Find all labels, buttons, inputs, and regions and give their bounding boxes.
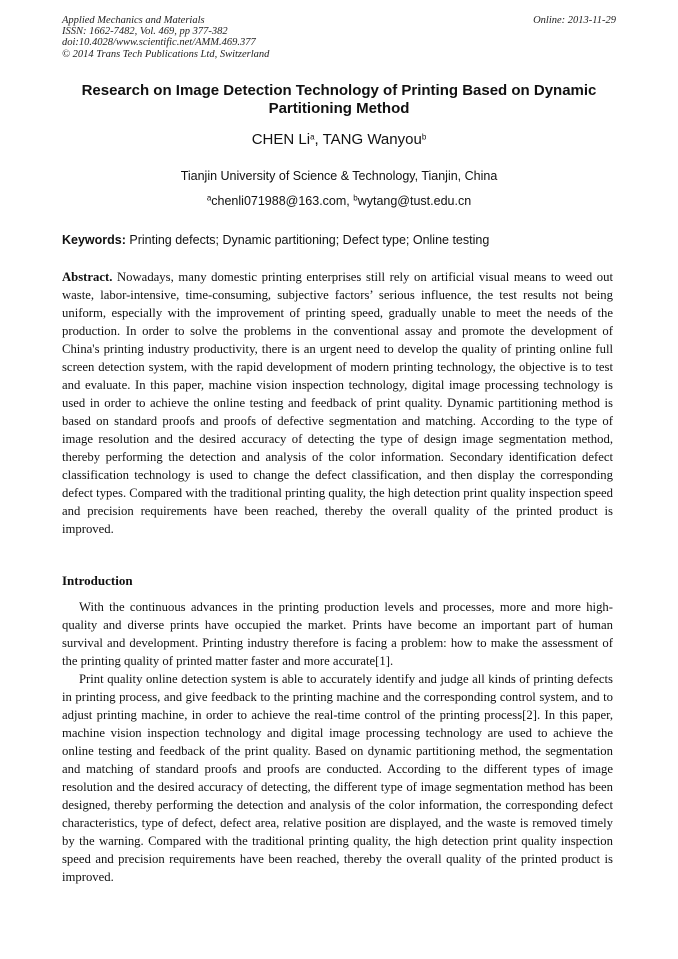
section-heading: Introduction — [62, 573, 133, 588]
keywords-label: Keywords: — [62, 233, 126, 247]
author-name: TANG Wanyou — [322, 131, 422, 148]
abstract — [62, 268, 613, 538]
author-affiliation-mark: a — [310, 132, 315, 142]
email-link[interactable]: chenli071988@163.com — [211, 194, 347, 208]
abstract-text: Nowadays, many domestic printing enterprises still rely on artificial visual means to weed out waste, labor-intensive, time-consuming, subjective factors’ serious influence, the test results not being uniform, especially with the improvement of printing speed, gradually unable to meet the needs of the production. In order to solve the problems in the conventional assay and promote the development of China's printing industry productivity, there is an urgent need to develop the quality of printing online full screen detection system, with the rapid development of modern printing technology, the objective is to test and evaluate. In this paper, machine vision inspection technology, digital image processing technology is used in order to achieve the online testing and feedback of print quality. Dynamic partitioning method is based on standard proofs and proofs of defective segmentation and matching. According to the type of image resolution and the desired accuracy of detecting the type of design image segmentation method, thereby performing the detection and analysis of the color information. Secondary identification defect classification technology is used to change the defect classification, and then display the corresponding defect types. Compared with the traditional printing quality, the high detection print quality inspection speed and precision requirements have been reached, thereby the overall quality of the printed product is improved. — [62, 270, 613, 536]
email-link[interactable]: wytang@tust.edu.cn — [357, 194, 472, 208]
email-line — [62, 193, 616, 209]
paragraph: With the continuous advances in the printing production levels and processes, more and more high-quality and diverse prints have occupied the market. Prints have become an important part of human survival and development. Printing industry therefore is facing a problem: how to make the assessment of the printing quality of printed matter faster and more accurate[1]. — [62, 600, 613, 668]
author-separator: , — [314, 131, 323, 148]
paper-title: Research on Image Detection Technology of Printing Based on Dynamic Partitioning Method — [81, 82, 597, 117]
paragraph: Print quality online detection system is able to accurately identify and judge all kinds of printing defects in printing process, and give feedback to the printing machine and the corresponding control system, and to adjust printing machine, in order to achieve the real-time control of the printing process[2]. In this paper, machine vision inspection technology and digital image processing technology are used to achieve the online testing and feedback of the print quality. Based on dynamic partitioning method, the segmentation and matching of standard proofs and proofs are conducted. According to the different types of image resolution and the desired accuracy of detecting, the different type of image segmentation method has been designed, thereby performing the detection and analysis of the color information, the corresponding defect characteristics, type of defect, defect area, relative position are displayed, and the waste is removed timely by the warning. Compared with the traditional printing quality, the high detection print quality inspection speed and precision requirements have been reached, thereby the overall quality of the printed product is improved. — [62, 672, 613, 884]
online-date: Online: 2013-11-29 — [533, 15, 616, 26]
email-separator: , — [346, 194, 354, 208]
journal-name: Applied Mechanics and Materials — [62, 15, 205, 26]
keywords-text: Printing defects; Dynamic partitioning; Defect type; Online testing — [125, 233, 490, 247]
introduction-body — [62, 598, 613, 886]
journal-header — [62, 15, 392, 60]
abstract-label: Abstract. — [62, 270, 113, 284]
author-name: CHEN Li — [251, 131, 311, 148]
email-mark: a — [206, 193, 212, 203]
doi-line: doi:10.4028/www.scientific.net/AMM.469.377 — [62, 37, 256, 49]
author-affiliation-mark: b — [421, 132, 427, 142]
keywords — [62, 232, 616, 248]
email-mark: b — [353, 193, 358, 203]
issn-line: ISSN: 1662-7482, Vol. 469, pp 377-382 — [62, 26, 228, 38]
author-line — [62, 130, 616, 150]
copyright-line: © 2014 Trans Tech Publications Ltd, Switzerland — [62, 48, 270, 60]
affiliation: Tianjin University of Science & Technology, Tianjin, China — [180, 169, 498, 183]
